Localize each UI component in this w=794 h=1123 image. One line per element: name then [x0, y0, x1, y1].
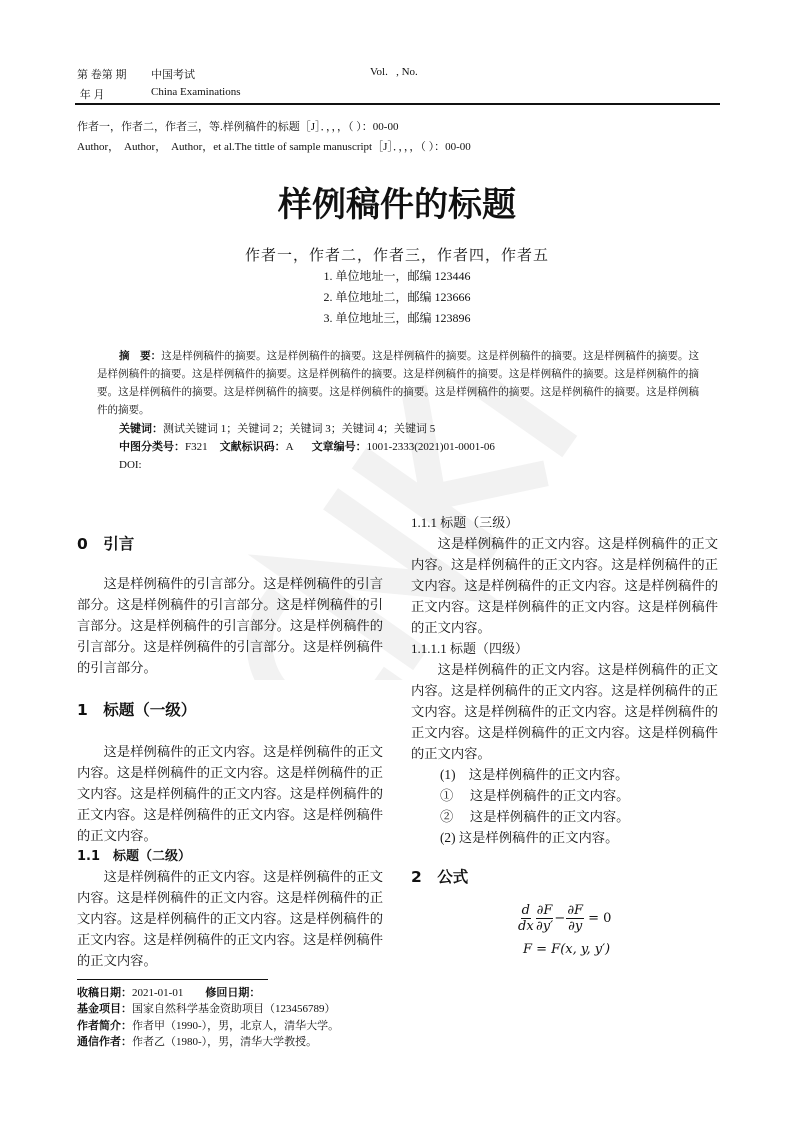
header-issue: 第 卷第 期 — [77, 69, 127, 81]
doc-code-value: A — [285, 441, 294, 453]
footnote-rule — [77, 979, 268, 980]
clc-value: F321 — [185, 441, 208, 453]
section-1-heading: 1 标题（一级） — [77, 701, 197, 719]
article-no-label: 文章编号： — [311, 440, 367, 453]
received-label: 收稿日期： — [77, 986, 132, 999]
paper-title: 样例稿件的标题 — [278, 185, 516, 225]
section-1-paragraph: 这是样例稿件的正文内容。这是样例稿件的正文内容。这是样例稿件的正文内容。这是样例稿件的正文内容。这是样例稿件的正文内容。这是样例稿件的正文内容。这是样例稿件的正文内容。这是样例稿件的正文内容。 — [77, 744, 383, 843]
footnote-fund — [77, 1001, 477, 1017]
corr-text: 作者乙（1980-），男，清华大学教授。 — [132, 1035, 318, 1048]
header-vol: Vol. , No. — [370, 66, 418, 78]
affiliation-3: 3. 单位地址三，邮编 123896 — [323, 311, 471, 325]
section-1-1-1-paragraph: 这是样例稿件的正文内容。这是样例稿件的正文内容。这是样例稿件的正文内容。这是样例稿件的正文内容。这是样例稿件的正文内容。这是样例稿件的正文内容。这是样例稿件的正文内容。这是样例稿件的正文内容。 — [411, 536, 718, 635]
equation-1: $\frac{d}{dx}$ $\frac{\partial F}{\partial y'}$ − $\frac{\partial F}{\partial y}$ = 0 — [518, 903, 612, 934]
footnote-dates — [77, 985, 477, 1001]
equations — [411, 903, 718, 960]
authors: 作者一，作者二，作者三，作者四，作者五 — [244, 248, 549, 264]
right-column — [411, 513, 718, 960]
affiliation-2: 2. 单位地址二，邮编 123666 — [323, 290, 471, 304]
header-rule — [75, 103, 720, 105]
intro-paragraph: 这是样例稿件的引言部分。这是样例稿件的引言部分。这是样例稿件的引言部分。这是样例稿件的引言部分。这是样例稿件的引言部分。这是样例稿件的引言部分。这是样例稿件的引言部分。这是样例稿件的引言部分。 — [77, 576, 383, 675]
title-block — [0, 182, 794, 329]
corr-label: 通信作者： — [77, 1034, 132, 1048]
abstract — [97, 347, 699, 420]
list-item: (1) 这是样例稿件的正文内容。 — [440, 767, 629, 782]
doc-code-label: 文献标识码： — [219, 440, 286, 453]
abstract-block — [97, 347, 699, 474]
keywords — [97, 420, 699, 438]
section-1-1-1-1-heading: 1.1.1.1 标题（四级） — [411, 641, 529, 656]
section-1-1-heading: 1.1 标题（二级） — [77, 849, 192, 864]
abstract-text: 这是样例稿件的摘要。这是样例稿件的摘要。这是样例稿件的摘要。这是样例稿件的摘要。这是样例稿件的摘要。这是样例稿件的摘要。这是样例稿件的摘要。这是样例稿件的摘要。这是样例稿件的摘要。这是样例稿件的摘要。这是样例稿件的摘要。这是样例稿件的摘要。这是样例稿件的摘要。这是样例稿件的摘要。这是样例稿件的摘要。这是样例稿件的摘要。这是样例稿件的摘要。 — [97, 351, 699, 416]
abstract-label: 摘 要： — [119, 350, 162, 362]
list-item: (2) 这是样例稿件的正文内容。 — [440, 830, 619, 845]
article-no-value: 1001-2333(2021)01-0001-06 — [366, 441, 495, 453]
section-1-1-1-heading: 1.1.1 标题（三级） — [411, 515, 519, 530]
section-1-1-paragraph: 这是样例稿件的正文内容。这是样例稿件的正文内容。这是样例稿件的正文内容。这是样例稿件的正文内容。这是样例稿件的正文内容。这是样例稿件的正文内容。这是样例稿件的正文内容。这是样例稿件的正文内容。 — [77, 869, 383, 968]
header-date: 年 月 — [77, 89, 105, 101]
section-intro-heading: 0 引言 — [77, 535, 135, 553]
header-journal-en: China Examinations — [151, 86, 241, 98]
keywords-text: 测试关键词 1；关键词 2；关键词 3；关键词 4；关键词 5 — [163, 423, 436, 435]
citation-cn: 作者一，作者二，作者三，等.样例稿件的标题［J］．，，，（ ）：00-00 — [77, 121, 399, 133]
clc-label: 中图分类号： — [119, 440, 185, 453]
section-1-1-1-1-paragraph: 这是样例稿件的正文内容。这是样例稿件的正文内容。这是样例稿件的正文内容。这是样例稿件的正文内容。这是样例稿件的正文内容。这是样例稿件的正文内容。这是样例稿件的正文内容。这是样例稿件的正文内容。 — [411, 662, 718, 761]
bio-text: 作者甲（1990-），男，北京人，清华大学。 — [132, 1019, 340, 1032]
citation-en: Author， Author， Author，et al.The tittle of sample manuscript［J］．，，，（ ）：00-00 — [77, 141, 471, 153]
doi: DOI: — [119, 459, 142, 471]
fund-label: 基金项目： — [77, 1002, 132, 1016]
list-item: ② 这是样例稿件的正文内容。 — [440, 809, 630, 824]
fund-text: 国家自然科学基金资助项目（123456789） — [132, 1003, 336, 1016]
footnote-bio — [77, 1018, 477, 1034]
footnote-corr — [77, 1034, 477, 1050]
affiliation-1: 1. 单位地址一，邮编 123446 — [323, 269, 471, 283]
revised-label: 修回日期： — [205, 986, 261, 999]
equation-2: F = F(x, y, y′) — [523, 942, 611, 957]
list-item: ① 这是样例稿件的正文内容。 — [440, 788, 630, 803]
received-date: 2021-01-01 — [132, 987, 184, 999]
classification — [97, 438, 699, 456]
section-2-heading: 2 公式 — [411, 868, 469, 886]
footnotes — [77, 979, 477, 1050]
keywords-label: 关键词： — [119, 422, 163, 435]
left-column — [77, 534, 383, 971]
header-journal-cn: 中国考试 — [151, 69, 195, 81]
bio-label: 作者简介： — [77, 1018, 132, 1032]
